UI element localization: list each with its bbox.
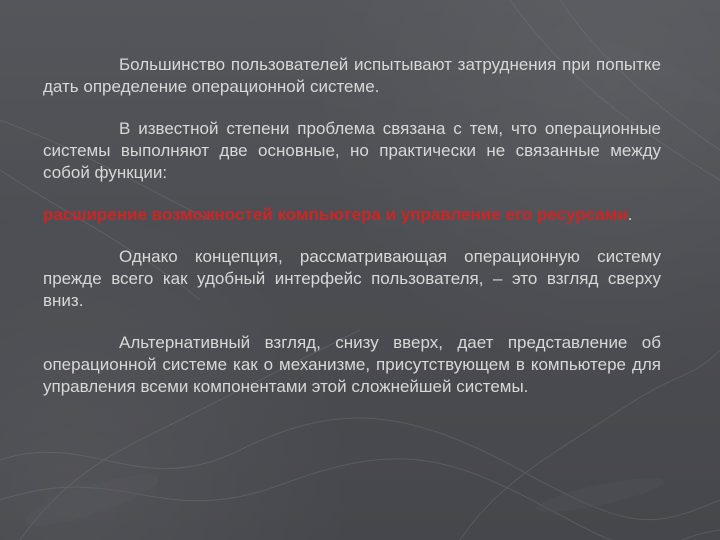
paragraph-2-text: В известной степени проблема связана с тем, что операционные системы выполняют две основные, но практически не связанные между собой функции: <box>43 119 661 182</box>
paragraph-5-text: Альтернативный взгляд, снизу вверх, дает представление об операционной системе как о механизме, присутствующем в компьютере для управления всеми компонентами этой сложнейшей системы. <box>43 333 661 396</box>
highlighted-paragraph-period: . <box>627 205 633 224</box>
slide-content <box>43 54 661 414</box>
paragraph-5 <box>43 332 661 398</box>
highlighted-functions-text: расширение возможностей компьютера и управление его ресурсами <box>43 205 628 224</box>
paragraph-1 <box>43 54 661 98</box>
paragraph-1-text: Большинство пользователей испытывают затруднения при попытке дать определение операционной системе. <box>43 55 661 96</box>
highlighted-paragraph <box>43 204 661 226</box>
paragraph-2 <box>43 118 661 184</box>
paragraph-4 <box>43 246 661 312</box>
paragraph-4-text: Однако концепция, рассматривающая операционную систему прежде всего как удобный интерфейс пользователя, – это взгляд сверху вниз. <box>43 247 661 310</box>
